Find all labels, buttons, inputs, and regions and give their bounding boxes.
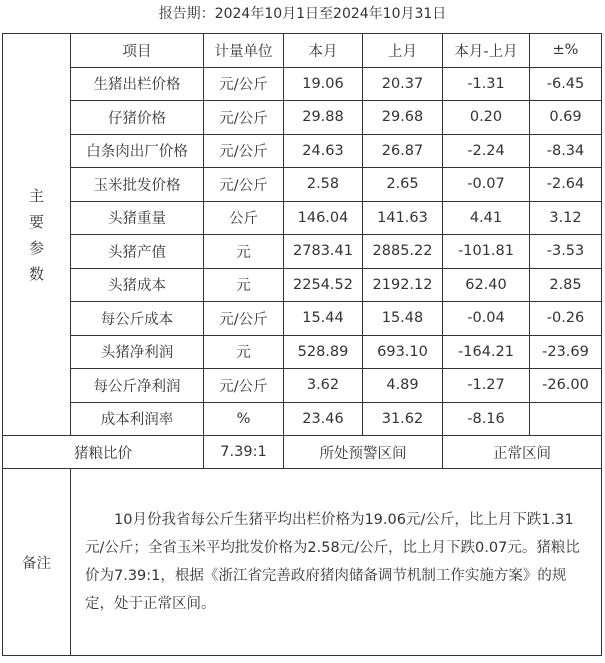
row-name: 白条肉出厂价格: [71, 134, 204, 168]
row-pct: 0.69: [530, 101, 602, 135]
row-pct: -23.69: [530, 335, 602, 369]
row-pct: 2.85: [530, 268, 602, 302]
warning-zone-value: 正常区间: [443, 436, 602, 469]
report-period: 报告期：2024年10月1日至2024年10月31日: [158, 6, 447, 22]
row-unit: 元/公斤: [204, 67, 284, 101]
row-pct: 3.12: [530, 201, 602, 235]
header-row: [3, 34, 602, 68]
table-row: [3, 402, 602, 436]
row-this-month: 19.06: [284, 67, 363, 101]
table-row: [3, 235, 602, 269]
side-label-char: 参: [28, 238, 44, 257]
table-row: [3, 67, 602, 101]
row-this-month: 2.58: [284, 168, 363, 202]
row-last-month: 2.65: [363, 168, 443, 202]
row-pct: -3.53: [530, 235, 602, 269]
row-pct: -0.26: [530, 302, 602, 336]
row-pct: -26.00: [530, 369, 602, 403]
row-name: 每公斤成本: [71, 302, 204, 336]
row-this-month: 23.46: [284, 402, 363, 436]
header-unit: 计量单位: [204, 34, 284, 68]
row-name: 头猪成本: [71, 268, 204, 302]
hog-grain-ratio-row: [3, 436, 602, 469]
statistics-table: [2, 33, 602, 656]
row-diff: -8.16: [443, 402, 530, 436]
row-this-month: 3.62: [284, 369, 363, 403]
row-name: 每公斤净利润: [71, 369, 204, 403]
row-unit: 元: [204, 268, 284, 302]
row-last-month: 693.10: [363, 335, 443, 369]
main-params-label: [3, 34, 71, 436]
row-last-month: 15.48: [363, 302, 443, 336]
note-row: [3, 469, 602, 656]
row-last-month: 26.87: [363, 134, 443, 168]
row-this-month: 146.04: [284, 201, 363, 235]
note-text: 10月份我省每公斤生猪平均出栏价格为19.06元/公斤，比上月下跌1.31元/公斤；全省玉米平均批发价格为2.58元/公斤，比上月下跌0.07元。猪粮比价为7.39:1，根据《浙江省完善政府猪肉储备调节机制工作实施方案》的规定，处于正常区间。: [71, 469, 602, 656]
row-diff: -1.31: [443, 67, 530, 101]
header-this-month: 本月: [284, 34, 363, 68]
row-diff: -164.21: [443, 335, 530, 369]
row-pct: -8.34: [530, 134, 602, 168]
row-diff: 62.40: [443, 268, 530, 302]
row-diff: -0.07: [443, 168, 530, 202]
row-unit: 元: [204, 235, 284, 269]
side-label-char: 数: [28, 264, 44, 283]
row-name: 成本利润率: [71, 402, 204, 436]
row-diff: -0.04: [443, 302, 530, 336]
row-this-month: 528.89: [284, 335, 363, 369]
header-last-month: 上月: [363, 34, 443, 68]
row-unit: 元: [204, 335, 284, 369]
row-this-month: 29.88: [284, 101, 363, 135]
row-unit: 元/公斤: [204, 101, 284, 135]
row-this-month: 24.63: [284, 134, 363, 168]
table-row: [3, 302, 602, 336]
row-unit: 元/公斤: [204, 369, 284, 403]
row-unit: 元/公斤: [204, 168, 284, 202]
row-this-month: 2254.52: [284, 268, 363, 302]
row-last-month: 29.68: [363, 101, 443, 135]
table-row: [3, 335, 602, 369]
table-row: [3, 201, 602, 235]
row-name: 仔猪价格: [71, 101, 204, 135]
table-row: [3, 134, 602, 168]
hog-grain-ratio-label: 猪粮比价: [3, 436, 204, 469]
row-name: 头猪重量: [71, 201, 204, 235]
row-pct: -2.64: [530, 168, 602, 202]
warning-zone-label: 所处预警区间: [284, 436, 443, 469]
row-name: 头猪净利润: [71, 335, 204, 369]
row-last-month: 2192.12: [363, 268, 443, 302]
row-this-month: 15.44: [284, 302, 363, 336]
row-diff: 0.20: [443, 101, 530, 135]
row-pct: [530, 402, 602, 436]
header-item: 项目: [71, 34, 204, 68]
row-diff: -1.27: [443, 369, 530, 403]
row-last-month: 141.63: [363, 201, 443, 235]
row-name: 生猪出栏价格: [71, 67, 204, 101]
table-row: [3, 369, 602, 403]
row-diff: -2.24: [443, 134, 530, 168]
header-diff: 本月-上月: [443, 34, 530, 68]
table-row: [3, 101, 602, 135]
row-unit: 公斤: [204, 201, 284, 235]
table-row: [3, 168, 602, 202]
row-last-month: 31.62: [363, 402, 443, 436]
table-row: [3, 268, 602, 302]
row-last-month: 20.37: [363, 67, 443, 101]
row-unit: %: [204, 402, 284, 436]
row-last-month: 4.89: [363, 369, 443, 403]
row-unit: 元/公斤: [204, 134, 284, 168]
side-label-char: 要: [28, 212, 44, 231]
side-label-char: 主: [28, 186, 44, 205]
row-pct: -6.45: [530, 67, 602, 101]
header-pct: ±%: [530, 34, 602, 68]
note-label: 备注: [3, 469, 71, 656]
row-unit: 元/公斤: [204, 302, 284, 336]
row-diff: -101.81: [443, 235, 530, 269]
row-name: 头猪产值: [71, 235, 204, 269]
row-this-month: 2783.41: [284, 235, 363, 269]
row-last-month: 2885.22: [363, 235, 443, 269]
hog-grain-ratio-value: 7.39:1: [204, 436, 284, 469]
row-diff: 4.41: [443, 201, 530, 235]
row-name: 玉米批发价格: [71, 168, 204, 202]
